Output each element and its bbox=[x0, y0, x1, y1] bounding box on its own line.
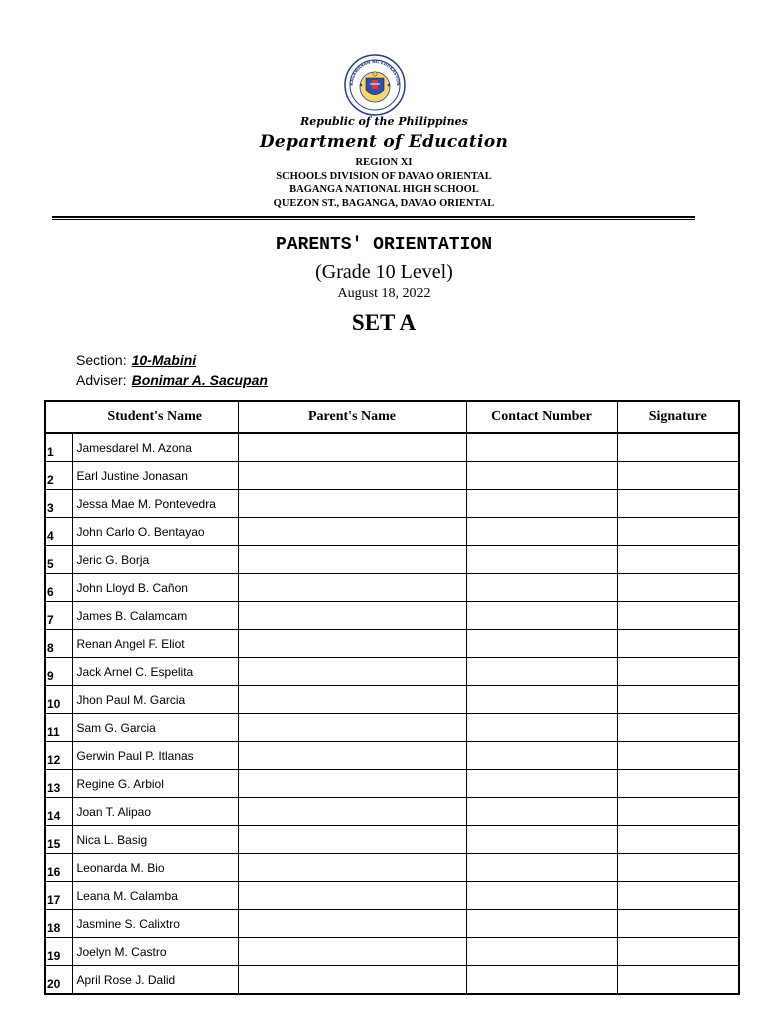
number-header bbox=[45, 401, 72, 433]
parent-name-cell[interactable] bbox=[238, 574, 466, 602]
student-name-cell: James B. Calamcam bbox=[72, 602, 238, 630]
parent-name-cell[interactable] bbox=[238, 966, 466, 995]
adviser-line bbox=[76, 372, 268, 388]
table-row bbox=[45, 686, 739, 714]
row-number: 1 bbox=[45, 433, 72, 462]
student-name-cell: Jhon Paul M. Garcia bbox=[72, 686, 238, 714]
table-row bbox=[45, 433, 739, 462]
student-name-cell: Joan T. Alipao bbox=[72, 798, 238, 826]
student-name-cell: Jamesdarel M. Azona bbox=[72, 433, 238, 462]
signature-cell[interactable] bbox=[617, 518, 739, 546]
row-number: 4 bbox=[45, 518, 72, 546]
signature-cell[interactable] bbox=[617, 658, 739, 686]
signature-cell[interactable] bbox=[617, 546, 739, 574]
parent-name-cell[interactable] bbox=[238, 798, 466, 826]
parent-name-cell[interactable] bbox=[238, 433, 466, 462]
signature-cell[interactable] bbox=[617, 882, 739, 910]
table-row bbox=[45, 742, 739, 770]
table-row bbox=[45, 938, 739, 966]
student-name-cell: Renan Angel F. Eliot bbox=[72, 630, 238, 658]
contact-number-cell[interactable] bbox=[466, 826, 617, 854]
contact-number-header: Contact Number bbox=[466, 401, 617, 433]
department-label: Department of Education bbox=[259, 132, 509, 152]
contact-number-cell[interactable] bbox=[466, 490, 617, 518]
row-number: 19 bbox=[45, 938, 72, 966]
table-row bbox=[45, 770, 739, 798]
student-name-cell: Sam G. Garcia bbox=[72, 714, 238, 742]
row-number: 6 bbox=[45, 574, 72, 602]
parent-name-cell[interactable] bbox=[238, 490, 466, 518]
grade-level: (Grade 10 Level) bbox=[315, 261, 453, 283]
parent-name-cell[interactable] bbox=[238, 686, 466, 714]
parent-name-cell[interactable] bbox=[238, 770, 466, 798]
row-number: 7 bbox=[45, 602, 72, 630]
contact-number-cell[interactable] bbox=[466, 938, 617, 966]
row-number: 5 bbox=[45, 546, 72, 574]
table-row bbox=[45, 630, 739, 658]
division-label: SCHOOLS DIVISION OF DAVAO ORIENTAL bbox=[276, 171, 492, 182]
contact-number-cell[interactable] bbox=[466, 882, 617, 910]
table-row bbox=[45, 714, 739, 742]
table-row bbox=[45, 546, 739, 574]
parent-name-cell[interactable] bbox=[238, 854, 466, 882]
table-row bbox=[45, 798, 739, 826]
student-name-cell: April Rose J. Dalid bbox=[72, 966, 238, 995]
table-row bbox=[45, 854, 739, 882]
section-label: Section: bbox=[76, 352, 127, 368]
signature-cell[interactable] bbox=[617, 490, 739, 518]
region-label: REGION XI bbox=[355, 157, 413, 168]
row-number: 8 bbox=[45, 630, 72, 658]
contact-number-cell[interactable] bbox=[466, 462, 617, 490]
signature-cell[interactable] bbox=[617, 630, 739, 658]
table-row bbox=[45, 462, 739, 490]
signature-cell[interactable] bbox=[617, 686, 739, 714]
parent-name-cell[interactable] bbox=[238, 602, 466, 630]
parent-name-cell[interactable] bbox=[238, 658, 466, 686]
header-divider-thin bbox=[52, 219, 695, 220]
signature-cell[interactable] bbox=[617, 770, 739, 798]
student-name-cell: Jeric G. Borja bbox=[72, 546, 238, 574]
contact-number-cell[interactable] bbox=[466, 630, 617, 658]
table-row bbox=[45, 602, 739, 630]
row-number: 20 bbox=[45, 966, 72, 995]
contact-number-cell[interactable] bbox=[466, 770, 617, 798]
contact-number-cell[interactable] bbox=[466, 546, 617, 574]
seal-text: KAGAWARAN NG EDUKASYON bbox=[348, 58, 402, 86]
student-name-cell: Regine G. Arbiol bbox=[72, 770, 238, 798]
row-number: 11 bbox=[45, 714, 72, 742]
row-number: 9 bbox=[45, 658, 72, 686]
row-number: 16 bbox=[45, 854, 72, 882]
table-row bbox=[45, 910, 739, 938]
signature-cell[interactable] bbox=[617, 742, 739, 770]
parent-name-cell[interactable] bbox=[238, 630, 466, 658]
signature-cell[interactable] bbox=[617, 574, 739, 602]
table-row bbox=[45, 966, 739, 995]
contact-number-cell[interactable] bbox=[466, 602, 617, 630]
table-row bbox=[45, 658, 739, 686]
student-name-cell: Jack Arnel C. Espelita bbox=[72, 658, 238, 686]
adviser-label: Adviser: bbox=[76, 372, 127, 388]
section-value: 10-Mabini bbox=[131, 352, 197, 368]
document-title: PARENTS' ORIENTATION bbox=[275, 235, 493, 255]
contact-number-cell[interactable] bbox=[466, 798, 617, 826]
student-name-cell: Earl Justine Jonasan bbox=[72, 462, 238, 490]
student-name-cell: Jessa Mae M. Pontevedra bbox=[72, 490, 238, 518]
parent-name-cell[interactable] bbox=[238, 910, 466, 938]
contact-number-cell[interactable] bbox=[466, 742, 617, 770]
attendance-table bbox=[44, 400, 740, 995]
adviser-value: Bonimar A. Sacupan bbox=[131, 372, 268, 388]
parent-name-cell[interactable] bbox=[238, 462, 466, 490]
parent-name-cell[interactable] bbox=[238, 546, 466, 574]
contact-number-cell[interactable] bbox=[466, 658, 617, 686]
table-row bbox=[45, 574, 739, 602]
set-label: SET A bbox=[351, 310, 417, 335]
student-name-cell: Leana M. Calamba bbox=[72, 882, 238, 910]
contact-number-cell[interactable] bbox=[466, 518, 617, 546]
row-number: 14 bbox=[45, 798, 72, 826]
parent-name-cell[interactable] bbox=[238, 882, 466, 910]
signature-cell[interactable] bbox=[617, 854, 739, 882]
signature-cell[interactable] bbox=[617, 966, 739, 995]
table-row bbox=[45, 826, 739, 854]
contact-number-cell[interactable] bbox=[466, 574, 617, 602]
student-name-cell: Leonarda M. Bio bbox=[72, 854, 238, 882]
header-divider bbox=[52, 216, 695, 218]
row-number: 17 bbox=[45, 882, 72, 910]
parent-name-cell[interactable] bbox=[238, 938, 466, 966]
school-address: QUEZON ST., BAGANGA, DAVAO ORIENTAL bbox=[273, 198, 495, 209]
contact-number-cell[interactable] bbox=[466, 910, 617, 938]
row-number: 18 bbox=[45, 910, 72, 938]
row-number: 2 bbox=[45, 462, 72, 490]
signature-cell[interactable] bbox=[617, 602, 739, 630]
signature-cell[interactable] bbox=[617, 938, 739, 966]
table-row bbox=[45, 882, 739, 910]
contact-number-cell[interactable] bbox=[466, 433, 617, 462]
parent-name-cell[interactable] bbox=[238, 714, 466, 742]
student-name-header: Student's Name bbox=[72, 401, 238, 433]
student-name-cell: Joelyn M. Castro bbox=[72, 938, 238, 966]
table-row bbox=[45, 518, 739, 546]
school-name: BAGANGA NATIONAL HIGH SCHOOL bbox=[289, 184, 479, 195]
row-number: 10 bbox=[45, 686, 72, 714]
contact-number-cell[interactable] bbox=[466, 966, 617, 995]
row-number: 13 bbox=[45, 770, 72, 798]
signature-cell[interactable] bbox=[617, 910, 739, 938]
table-header-row bbox=[45, 401, 739, 433]
event-date: August 18, 2022 bbox=[337, 286, 431, 301]
row-number: 15 bbox=[45, 826, 72, 854]
student-name-cell: Jasmine S. Calixtro bbox=[72, 910, 238, 938]
signature-cell[interactable] bbox=[617, 462, 739, 490]
parent-name-cell[interactable] bbox=[238, 518, 466, 546]
parent-name-cell[interactable] bbox=[238, 826, 466, 854]
student-name-cell: John Lloyd B. Cañon bbox=[72, 574, 238, 602]
student-name-cell: John Carlo O. Bentayao bbox=[72, 518, 238, 546]
contact-number-cell[interactable] bbox=[466, 686, 617, 714]
contact-number-cell[interactable] bbox=[466, 714, 617, 742]
section-line bbox=[76, 352, 196, 368]
signature-cell[interactable] bbox=[617, 433, 739, 462]
signature-cell[interactable] bbox=[617, 798, 739, 826]
parent-name-cell[interactable] bbox=[238, 742, 466, 770]
deped-seal-icon bbox=[344, 54, 406, 116]
signature-cell[interactable] bbox=[617, 826, 739, 854]
signature-header: Signature bbox=[617, 401, 739, 433]
table-row bbox=[45, 490, 739, 518]
republic-label: Republic of the Philippines bbox=[300, 115, 468, 128]
row-number: 3 bbox=[45, 490, 72, 518]
signature-cell[interactable] bbox=[617, 714, 739, 742]
row-number: 12 bbox=[45, 742, 72, 770]
contact-number-cell[interactable] bbox=[466, 854, 617, 882]
parent-name-header: Parent's Name bbox=[238, 401, 466, 433]
student-name-cell: Gerwin Paul P. Itlanas bbox=[72, 742, 238, 770]
student-name-cell: Nica L. Basig bbox=[72, 826, 238, 854]
